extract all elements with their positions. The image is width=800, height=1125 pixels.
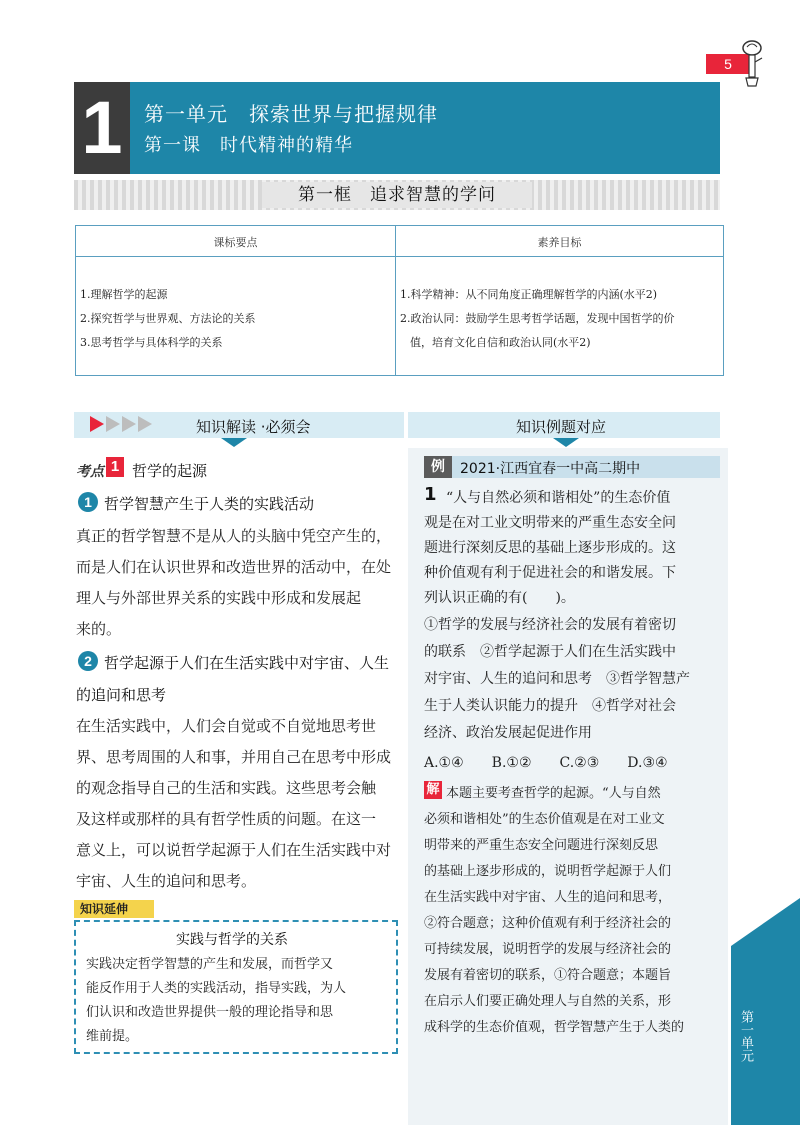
explanation-line: 明带来的严重生态安全问题进行深刻反思 <box>424 838 659 853</box>
body-text-line: 及这样或那样的具有哲学性质的问题。在这一 <box>76 810 377 828</box>
question-line: 生于人类认识能力的提升 ④哲学对社会 <box>424 698 676 714</box>
answer-options: A.①④ B.①② C.②③ D.③④ <box>424 755 668 771</box>
unit-title: 第一单元 探索世界与把握规律 <box>144 102 438 126</box>
kaodian-title: 哲学的起源 <box>132 462 208 480</box>
kaodian-label: 考点 <box>76 464 104 480</box>
side-tab-label: 第一单元 <box>738 1010 753 1062</box>
goal-item: 值，培育文化自信和政治认同(水平2) <box>410 336 591 349</box>
down-triangle-icon <box>553 438 579 447</box>
table-header-right: 素养目标 <box>537 236 582 249</box>
point-title: 哲学起源于人们在生活实践中对宇宙、人生 <box>104 654 390 672</box>
extension-title: 实践与哲学的关系 <box>176 932 288 948</box>
answer-badge: 解 <box>424 781 442 799</box>
objective-item: 3.思考哲学与具体科学的关系 <box>80 336 223 349</box>
down-triangle-icon <box>221 438 247 447</box>
question-line: 的联系 ②哲学起源于人们在生活实践中 <box>424 644 676 660</box>
page-number: 5 <box>706 54 750 74</box>
explanation-line: 成科学的生态价值观，哲学智慧产生于人类的 <box>424 1020 685 1035</box>
question-line: 列认识正确的有( )。 <box>424 590 575 606</box>
left-section-title: 知识解读 ·必须会 <box>196 418 311 436</box>
kaodian-number: 1 <box>106 457 124 477</box>
table-header-left: 课标要点 <box>213 236 258 249</box>
body-text-line: 来的。 <box>76 620 122 638</box>
question-number: 1 <box>424 484 437 505</box>
extension-line: 维前提。 <box>86 1029 139 1044</box>
point-title: 哲学智慧产生于人类的实践活动 <box>104 495 315 513</box>
body-text-line: 意义上，可以说哲学起源于人们在生活实践中对 <box>76 841 392 859</box>
body-text-line: 宇宙、人生的追问和思考。 <box>76 872 257 890</box>
question-line: 题进行深刻反思的基础上逐步形成的。这 <box>424 540 676 556</box>
question-line: ①哲学的发展与经济社会的发展有着密切 <box>424 617 676 633</box>
lesson-title: 第一课 时代精神的精华 <box>144 135 353 156</box>
explanation-line: 在启示人们要正确处理人与自然的关系，形 <box>424 994 672 1009</box>
explanation-line: 在生活实践中对宇宙、人生的追问和思考， <box>424 890 672 905</box>
side-tab-corner <box>731 898 800 946</box>
body-text-line: 的观念指导自己的生活和实践。这些思考会触 <box>76 779 377 797</box>
unit-number: 1 <box>74 82 130 174</box>
extension-line: 能反作用于人类的实践活动，指导实践，为人 <box>86 981 347 996</box>
frame-title: 第一框 追求智慧的学问 <box>262 182 532 208</box>
point-number-badge: 2 <box>78 651 98 671</box>
question-line: 对宇宙、人生的追问和思考 ③哲学智慧产 <box>424 671 690 687</box>
example-badge: 例 <box>424 456 452 478</box>
explanation-line: ②符合题意；这种价值观有利于经济社会的 <box>424 916 672 931</box>
explanation-line: 本题主要考查哲学的起源。“人与自然 <box>446 786 661 801</box>
question-line: 经济、政治发展起促进作用 <box>424 725 592 741</box>
mascot-icon <box>738 38 766 88</box>
arrow-decoration-icon <box>90 416 154 436</box>
goal-item: 2.政治认同：鼓励学生思考哲学话题，发现中国哲学的价 <box>400 312 675 325</box>
point-number-badge: 1 <box>78 492 98 512</box>
body-text-line: 理人与外部世界关系的实践中形成和发展起 <box>76 589 362 607</box>
body-text-line: 界、思考周围的人和事，并用自己在思考中形成 <box>76 748 392 766</box>
extension-line: 们认识和改造世界提供一般的理论指导和思 <box>86 1005 334 1020</box>
explanation-line: 的基础上逐步形成的，说明哲学起源于人们 <box>424 864 672 879</box>
extension-line: 实践决定哲学智慧的产生和发展，而哲学又 <box>86 957 334 972</box>
question-line: 种价值观有利于促进社会的和谐发展。下 <box>424 565 676 581</box>
explanation-line: 发展有着密切的联系，①符合题意；本题旨 <box>424 968 672 983</box>
example-source: 2021·江西宜春一中高二期中 <box>460 461 641 477</box>
body-text-line: 而是人们在认识世界和改造世界的活动中，在处 <box>76 558 392 576</box>
extension-label: 知识延伸 <box>74 900 154 918</box>
goal-item: 1.科学精神：从不同角度正确理解哲学的内涵(水平2) <box>400 288 658 301</box>
objective-item: 2.探究哲学与世界观、方法论的关系 <box>80 312 256 325</box>
title-banner <box>130 82 720 174</box>
point-title: 的追问和思考 <box>76 686 167 704</box>
objective-item: 1.理解哲学的起源 <box>80 288 168 301</box>
right-section-title: 知识例题对应 <box>516 418 607 436</box>
body-text-line: 真正的哲学智慧不是从人的头脑中凭空产生的， <box>76 527 392 545</box>
question-line: “人与自然必须和谐相处”的生态价值 <box>446 490 671 506</box>
explanation-line: 必须和谐相处”的生态价值观是在对工业文 <box>424 812 665 827</box>
question-line: 观是在对工业文明带来的严重生态安全问 <box>424 515 676 531</box>
explanation-line: 可持续发展，说明哲学的发展与经济社会的 <box>424 942 672 957</box>
objectives-table <box>75 225 724 376</box>
body-text-line: 在生活实践中，人们会自觉或不自觉地思考世 <box>76 717 377 735</box>
